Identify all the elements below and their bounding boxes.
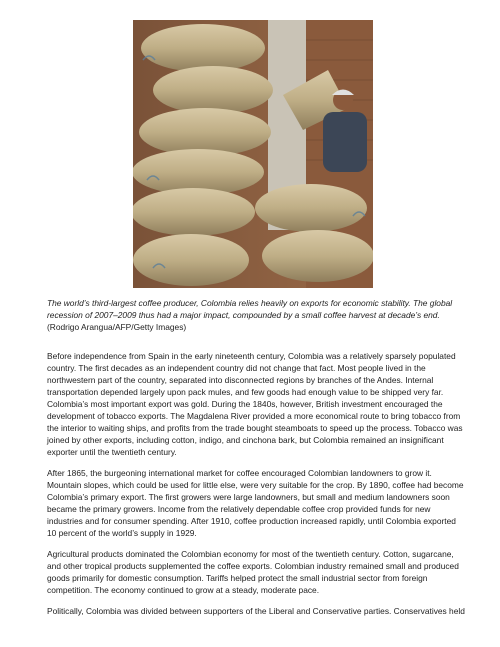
paragraph-4: Politically, Colombia was divided between supporters of the Liberal and Conservative parties. Conservatives held [47,606,465,616]
article-body [47,350,467,626]
coffee-sacks-photo [133,20,373,288]
photo-credit: (Rodrigo Arangua/AFP/Getty Images) [47,322,187,332]
photo-caption [47,297,465,333]
paragraph-2: After 1865, the burgeoning international market for coffee encouraged Colombian landowners to grow it. Mountain slopes, which could be used for little else, were very suitable for the crop. By 1890, coffee had become Colombia’s primary export. The first growers were large landowners, but small and medium landowners soon became the primary growers. Income from the relatively dependable coffee crop provided funds for new industries and for consumer spending. After 1910, coffee production increased rapidly, until Colombia exported 10 percent of the world’s supply in 1929. [47,468,464,538]
paragraph-1: Before independence from Spain in the early nineteenth century, Colombia was a relatively sparsely populated country. The first decades as an independent country did not change that fact. Most people lived in the northwestern part of the country, separated into disconnected regions by branches of the Andes. Internal transportation depended largely upon pack mules, and few goods had enough value to be shipped very far. Colombia’s most important export was gold. During the 1840s, however, British investment encouraged the development of tobacco exports. The Magdalena River provided a more economical route to bring tobacco from the interior to waiting ships, and profits from the trade bought steamboats to speed up the process. Tobacco was joined by other exports, including cotton, indigo, and cinchona bark, but Colombia remained an insignificant exporter until the twentieth century. [47,351,463,457]
paragraph-3: Agricultural products dominated the Colombian economy for most of the twentieth century. Cotton, sugarcane, and other tropical products supplemented the coffee exports. Colombian industry remained small and produced goods primarily for domestic consumption. Tariffs helped protect the small industrial sector from foreign competition. The economy continued to grow at a steady, moderate pace. [47,549,459,595]
caption-text: The world’s third-largest coffee producer, Colombia relies heavily on exports for economic stability. The global recession of 2007–2009 thus had a major impact, compounded by a small coffee harvest at decade’s end. [47,298,453,320]
